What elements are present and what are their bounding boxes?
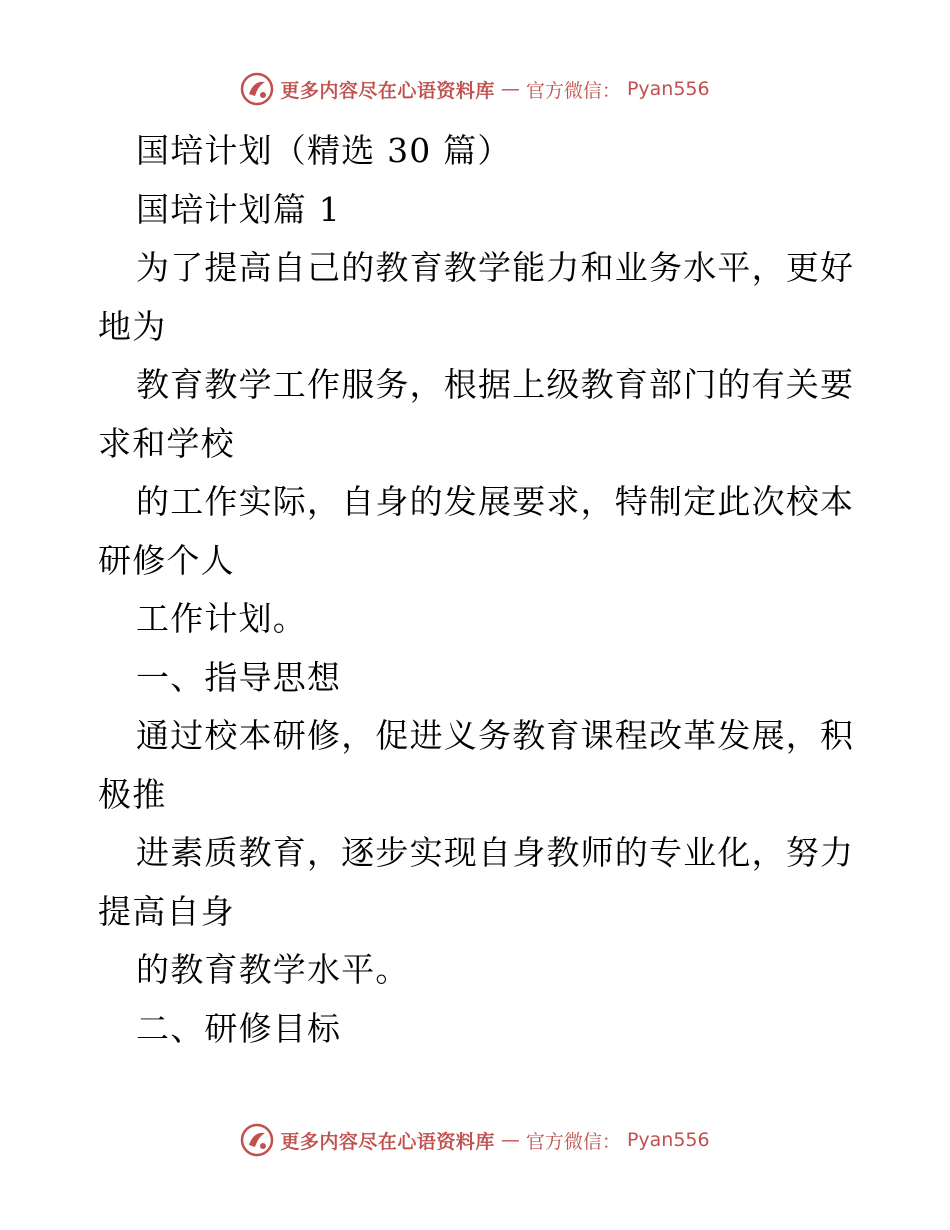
document-line: 进素质教育，逐步实现自身教师的专业化，努力 (136, 833, 855, 872)
document-line: 地为 (98, 306, 167, 346)
document-line: 一、指导思想 (136, 657, 342, 697)
document-line: 的教育教学水平。 (136, 950, 410, 989)
watermark-footer (0, 1123, 950, 1157)
watermark-id: Pyan556 (626, 1129, 710, 1151)
logo-icon (240, 72, 274, 106)
document-line: 的工作实际，自身的发展要求，特制定此次校本 (136, 482, 855, 521)
document-line: 工作计划。 (136, 599, 307, 638)
document-line: 教育教学工作服务，根据上级教育部门的有关要 (136, 365, 855, 404)
document-body (98, 122, 854, 1058)
document-line: 国培计划篇 1 (136, 189, 341, 229)
watermark-brand: 更多内容尽在心语资料库 (280, 79, 495, 102)
document-line: 提高自身 (98, 891, 235, 931)
document-line: 二、研修目标 (136, 1008, 342, 1048)
document-line: 研修个人 (98, 540, 235, 580)
document-line: 国培计划（精选 30 篇） (136, 131, 512, 170)
document-line: 求和学校 (98, 423, 235, 463)
watermark-dash: — (500, 1129, 520, 1151)
document-line: 极推 (98, 774, 167, 814)
document-line: 为了提高自己的教育教学能力和业务水平，更好 (136, 248, 855, 287)
watermark-dash: — (500, 78, 520, 100)
watermark-label: 官方微信： (525, 1130, 621, 1153)
watermark-label: 官方微信： (525, 79, 621, 102)
watermark-id: Pyan556 (626, 78, 710, 100)
watermark-header (0, 72, 950, 106)
document-line: 通过校本研修，促进义务教育课程改革发展，积 (136, 716, 855, 755)
watermark-brand: 更多内容尽在心语资料库 (280, 1130, 495, 1153)
logo-icon (240, 1123, 274, 1157)
